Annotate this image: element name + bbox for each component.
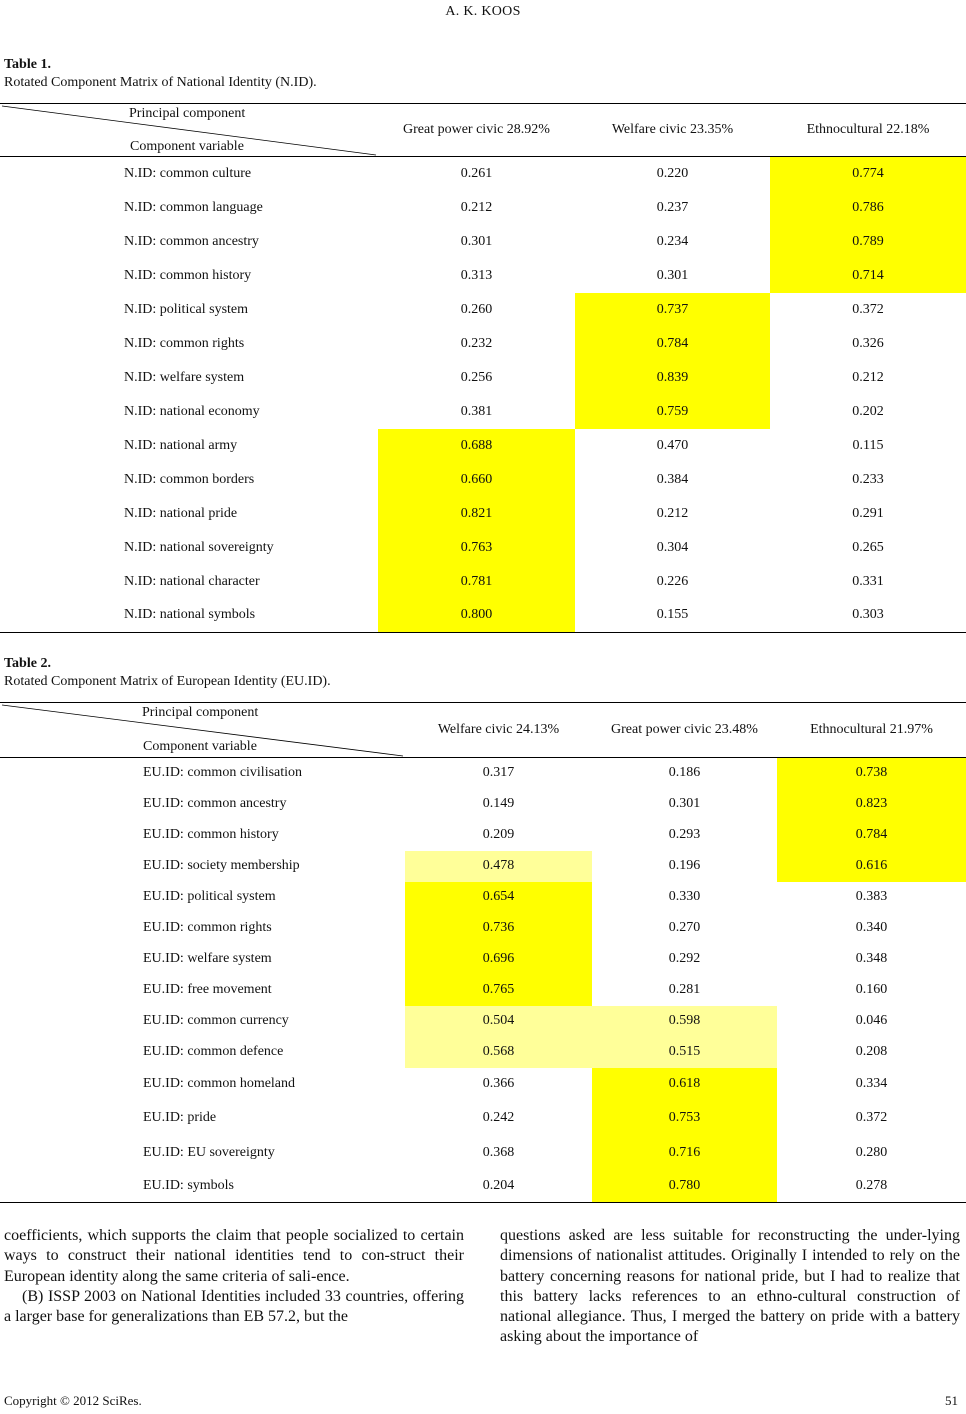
table2-caption: Rotated Component Matrix of European Identity (EU.ID). [4,674,331,689]
loading-value: 0.504 [405,1006,592,1037]
loading-value: 0.789 [770,225,966,259]
row-label: EU.ID: welfare system [143,951,272,966]
loading-value: 0.821 [378,497,575,531]
row-label: EU.ID: society membership [143,858,300,873]
loading-value: 0.115 [852,437,884,453]
table-row [0,157,966,191]
loading-value: 0.696 [405,944,592,975]
loading-value: 0.340 [855,920,888,935]
loading-value: 0.212 [852,369,884,385]
row-label: EU.ID: common homeland [143,1076,296,1091]
row-label: EU.ID: free movement [143,982,272,997]
loading-value: 0.256 [460,369,493,385]
loading-value: 0.265 [852,539,884,555]
table-row [0,1171,966,1203]
table-row [0,882,966,913]
row-label: N.ID: national economy [124,403,260,419]
loading-value: 0.753 [592,1101,777,1135]
loading-value: 0.317 [482,765,515,781]
table-row [0,1037,966,1068]
loading-value: 0.765 [405,975,592,1006]
row-label: N.ID: welfare system [124,369,245,385]
loading-value: 0.330 [668,889,701,904]
loading-value: 0.372 [852,301,884,317]
loading-value: 0.800 [378,599,575,633]
row-label: N.ID: national symbols [124,607,256,623]
loading-value: 0.209 [482,827,515,842]
table-row [0,758,966,789]
loading-value: 0.261 [460,165,493,181]
body-column-right [500,1226,960,1348]
table1-col-header: Great power civic 28.92% [403,122,550,137]
loading-value: 0.384 [656,471,689,487]
table2-col-header: Ethnocultural 21.97% [810,722,933,737]
loading-value: 0.781 [378,565,575,599]
loading-value: 0.737 [575,293,770,327]
loading-value: 0.774 [770,157,966,191]
table1-corner-bottom: Component variable [130,139,244,154]
loading-value: 0.326 [852,335,884,351]
table1-caption-block [4,56,317,92]
footer-page-number: 51 [945,1393,958,1408]
row-label: N.ID: common culture [124,165,252,181]
loading-value: 0.716 [592,1135,777,1171]
table-row [0,191,966,225]
loading-value: 0.738 [777,758,966,789]
loading-value: 0.478 [405,851,592,882]
loading-value: 0.226 [656,573,689,589]
loading-value: 0.208 [855,1044,888,1059]
row-label: N.ID: common rights [124,335,245,351]
row-label: EU.ID: common currency [143,1013,289,1028]
loading-value: 0.784 [575,327,770,361]
loading-value: 0.292 [668,951,701,966]
loading-value: 0.155 [656,607,689,623]
table-row [0,327,966,361]
loading-value: 0.237 [656,199,689,215]
row-label: EU.ID: common rights [143,920,272,935]
body-paragraph: (B) ISSP 2003 on National Identities included 33 countries, offering a larger base for generalizations than EB 57.2, but the [4,1287,464,1326]
footer-copyright: Copyright © 2012 SciRes. [4,1393,142,1408]
loading-value: 0.212 [656,505,689,521]
row-label: N.ID: national pride [124,505,238,521]
table2-matrix [0,702,966,1203]
loading-value: 0.334 [855,1076,888,1091]
loading-value: 0.784 [777,820,966,851]
table-row [0,913,966,944]
loading-value: 0.654 [405,882,592,913]
row-label: N.ID: national character [124,573,260,589]
loading-value: 0.823 [777,789,966,820]
table-row [0,820,966,851]
table-row [0,1068,966,1101]
table1-label: Table 1. [4,57,51,72]
loading-value: 0.381 [460,403,493,419]
loading-value: 0.618 [592,1068,777,1101]
loading-value: 0.763 [378,531,575,565]
table-row [0,497,966,531]
table-row [0,851,966,882]
loading-value: 0.736 [405,913,592,944]
table2-corner-bottom: Component variable [143,739,257,754]
loading-value: 0.759 [575,395,770,429]
table2-label: Table 2. [4,656,51,671]
loading-value: 0.046 [855,1013,888,1028]
loading-value: 0.304 [656,539,689,555]
row-label: EU.ID: common defence [143,1044,284,1059]
loading-value: 0.303 [852,607,884,623]
table-row [0,225,966,259]
loading-value: 0.204 [482,1178,515,1194]
row-label: EU.ID: pride [143,1109,217,1125]
loading-value: 0.160 [855,982,888,997]
row-label: EU.ID: common ancestry [143,796,287,811]
table-row [0,293,966,327]
loading-value: 0.280 [855,1144,888,1160]
row-label: EU.ID: symbols [143,1178,234,1194]
loading-value: 0.233 [852,471,884,487]
row-label: N.ID: common borders [124,471,255,487]
table-row [0,944,966,975]
running-header: A. K. KOOS [445,4,521,19]
loading-value: 0.234 [656,233,689,249]
table-row [0,975,966,1006]
loading-value: 0.331 [852,573,884,589]
loading-value: 0.242 [482,1109,515,1125]
table-row [0,1135,966,1171]
loading-value: 0.220 [656,165,689,181]
loading-value: 0.293 [668,827,701,842]
loading-value: 0.281 [668,982,701,997]
loading-value: 0.839 [575,361,770,395]
table1-caption: Rotated Component Matrix of National Identity (N.ID). [4,75,317,90]
body-paragraph: coefficients, which supports the claim that people socialized to certain ways to construct their national identities tend to con-struct their European identity along the same criteria of sali-ence. [4,1227,464,1285]
table-row [0,531,966,565]
row-label: N.ID: common language [124,199,263,215]
row-label: N.ID: national sovereignty [124,539,274,555]
row-label: EU.ID: political system [143,889,276,904]
loading-value: 0.598 [592,1006,777,1037]
loading-value: 0.568 [405,1037,592,1068]
table-row [0,1006,966,1037]
table2-corner-top: Principal component [142,705,259,720]
loading-value: 0.616 [777,851,966,882]
loading-value: 0.196 [668,858,701,873]
row-label: EU.ID: EU sovereignty [143,1144,275,1160]
loading-value: 0.366 [482,1076,515,1091]
table-row [0,1101,966,1135]
row-label: N.ID: common history [124,267,252,283]
table-row [0,259,966,293]
loading-value: 0.372 [855,1109,888,1125]
loading-value: 0.202 [852,403,884,419]
loading-value: 0.301 [460,233,493,249]
table-row [0,361,966,395]
loading-value: 0.278 [855,1178,888,1194]
loading-value: 0.270 [668,920,701,935]
loading-value: 0.368 [482,1144,515,1160]
table1-col-header: Welfare civic 23.35% [611,122,734,137]
table1-col-header: Ethnocultural 22.18% [806,122,930,137]
loading-value: 0.660 [378,463,575,497]
loading-value: 0.212 [460,199,493,215]
table1-matrix [0,103,966,633]
table-row [0,599,966,633]
table1-corner-cell [0,104,378,157]
table-row [0,463,966,497]
table2-caption-block [4,655,331,691]
row-label: N.ID: common ancestry [124,233,259,249]
loading-value: 0.515 [592,1037,777,1068]
table-row [0,789,966,820]
row-label: N.ID: national army [124,437,238,453]
table-row [0,565,966,599]
loading-value: 0.291 [852,505,884,521]
table2-col-header: Welfare civic 24.13% [437,722,560,737]
table1-corner-top: Principal component [129,106,246,121]
table-row [0,395,966,429]
table-row [0,429,966,463]
loading-value: 0.301 [656,267,689,283]
body-paragraph: questions asked are less suitable for reconstructing the under-lying dimensions of nationalist attitudes. Originally I intended to rely on the battery concerning reasons for national pride, but I had to realize that this battery lacks references to an ethno-cultural construction of national allegiance. Thus, I merged the battery on pride with a battery asking about the importance of [500,1227,960,1346]
row-label: N.ID: political system [124,301,249,317]
loading-value: 0.383 [855,889,888,904]
row-label: EU.ID: common civilisation [143,765,303,781]
loading-value: 0.260 [460,301,493,317]
loading-value: 0.232 [460,335,493,351]
loading-value: 0.714 [770,259,966,293]
loading-value: 0.186 [668,765,701,781]
table2-corner-cell [0,703,405,758]
row-label: EU.ID: common history [143,827,279,842]
loading-value: 0.780 [592,1171,777,1203]
body-column-left [4,1226,464,1327]
loading-value: 0.149 [482,796,515,811]
loading-value: 0.470 [656,437,689,453]
loading-value: 0.688 [378,429,575,463]
loading-value: 0.786 [770,191,966,225]
loading-value: 0.348 [855,951,888,966]
table2-col-header: Great power civic 23.48% [611,722,758,737]
loading-value: 0.301 [668,796,701,811]
loading-value: 0.313 [460,267,493,283]
